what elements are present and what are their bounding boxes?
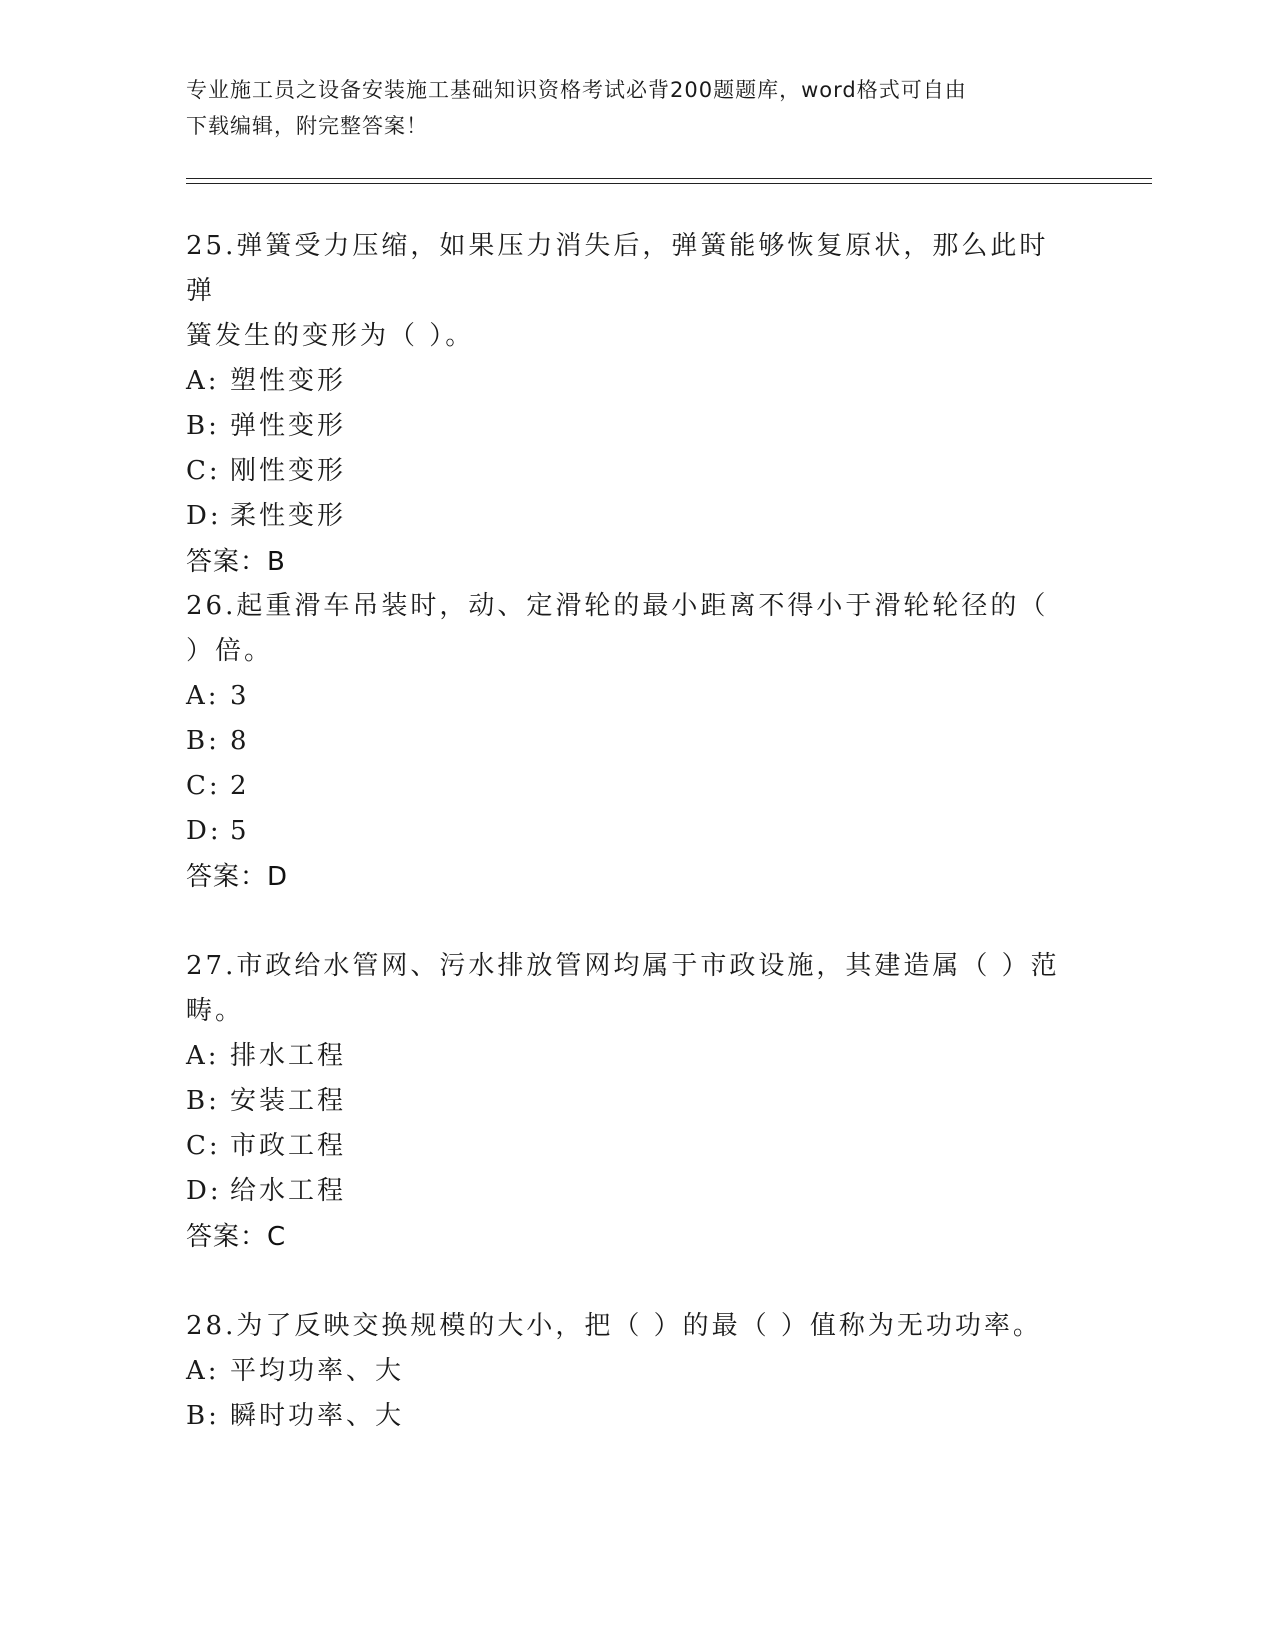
option-key: D:: [186, 501, 222, 531]
option-a: [186, 359, 1066, 404]
option-text: 排水工程: [230, 1041, 347, 1071]
option-c: [186, 764, 1066, 809]
option-b: [186, 1394, 1066, 1439]
option-b: [186, 719, 1066, 764]
option-text: 平均功率、大: [230, 1356, 405, 1386]
option-text: 刚性变形: [230, 456, 347, 486]
question-stem-line-1: 25.弹簧受力压缩，如果压力消失后，弹簧能够恢复原状，那么此时弹: [186, 231, 1049, 306]
option-text: 给水工程: [230, 1176, 347, 1206]
option-a: [186, 1034, 1066, 1079]
question-stem-line-2: ）倍。: [186, 636, 274, 666]
option-text: 2: [230, 771, 250, 801]
option-text: 3: [230, 681, 250, 711]
option-key: D:: [186, 816, 222, 846]
option-key: B:: [186, 1401, 220, 1431]
option-text: 安装工程: [230, 1086, 347, 1116]
option-b: [186, 404, 1066, 449]
option-key: A:: [186, 366, 220, 396]
document-header: [186, 72, 1066, 144]
option-key: C:: [186, 456, 221, 486]
question-stem-line-1: 27.市政给水管网、污水排放管网均属于市政设施，其建造属（ ）范: [186, 951, 1060, 981]
question-25: [186, 224, 1066, 585]
header-divider-top: [186, 178, 1152, 179]
option-text: 5: [230, 816, 250, 846]
answer-line: 答案：B: [186, 547, 286, 577]
option-text: 塑性变形: [230, 366, 347, 396]
header-divider-bottom: [186, 183, 1152, 184]
option-c: [186, 1124, 1066, 1169]
option-d: [186, 494, 1066, 539]
option-d: [186, 809, 1066, 854]
option-text: 瞬时功率、大: [230, 1401, 405, 1431]
answer-line: 答案：D: [186, 862, 289, 892]
option-key: C:: [186, 1131, 221, 1161]
option-key: C:: [186, 771, 221, 801]
question-stem-line-1: 28.为了反映交换规模的大小，把（ ）的最（ ）值称为无功功率。: [186, 1311, 1042, 1341]
option-key: A:: [186, 1041, 220, 1071]
header-line-2: 下载编辑，附完整答案！: [186, 114, 428, 138]
answer-line: 答案：C: [186, 1222, 287, 1252]
question-26: [186, 584, 1066, 900]
question-stem-line-1: 26.起重滑车吊装时，动、定滑轮的最小距离不得小于滑轮轮径的（: [186, 591, 1049, 621]
option-key: A:: [186, 681, 220, 711]
option-text: 弹性变形: [230, 411, 347, 441]
question-27: [186, 944, 1066, 1260]
option-a: [186, 674, 1066, 719]
option-text: 柔性变形: [230, 501, 347, 531]
option-text: 8: [230, 726, 250, 756]
question-28: [186, 1304, 1066, 1439]
option-key: B:: [186, 1086, 220, 1116]
option-key: D:: [186, 1176, 222, 1206]
header-line-1: 专业施工员之设备安装施工基础知识资格考试必背200题题库，word格式可自由: [186, 78, 967, 102]
question-stem-line-2: 畴。: [186, 996, 245, 1026]
question-stem-line-2: 簧发生的变形为（ ）。: [186, 321, 475, 351]
option-key: B:: [186, 726, 220, 756]
option-text: 市政工程: [230, 1131, 347, 1161]
option-b: [186, 1079, 1066, 1124]
option-d: [186, 1169, 1066, 1214]
option-key: B:: [186, 411, 220, 441]
option-key: A:: [186, 1356, 220, 1386]
option-a: [186, 1349, 1066, 1394]
option-c: [186, 449, 1066, 494]
